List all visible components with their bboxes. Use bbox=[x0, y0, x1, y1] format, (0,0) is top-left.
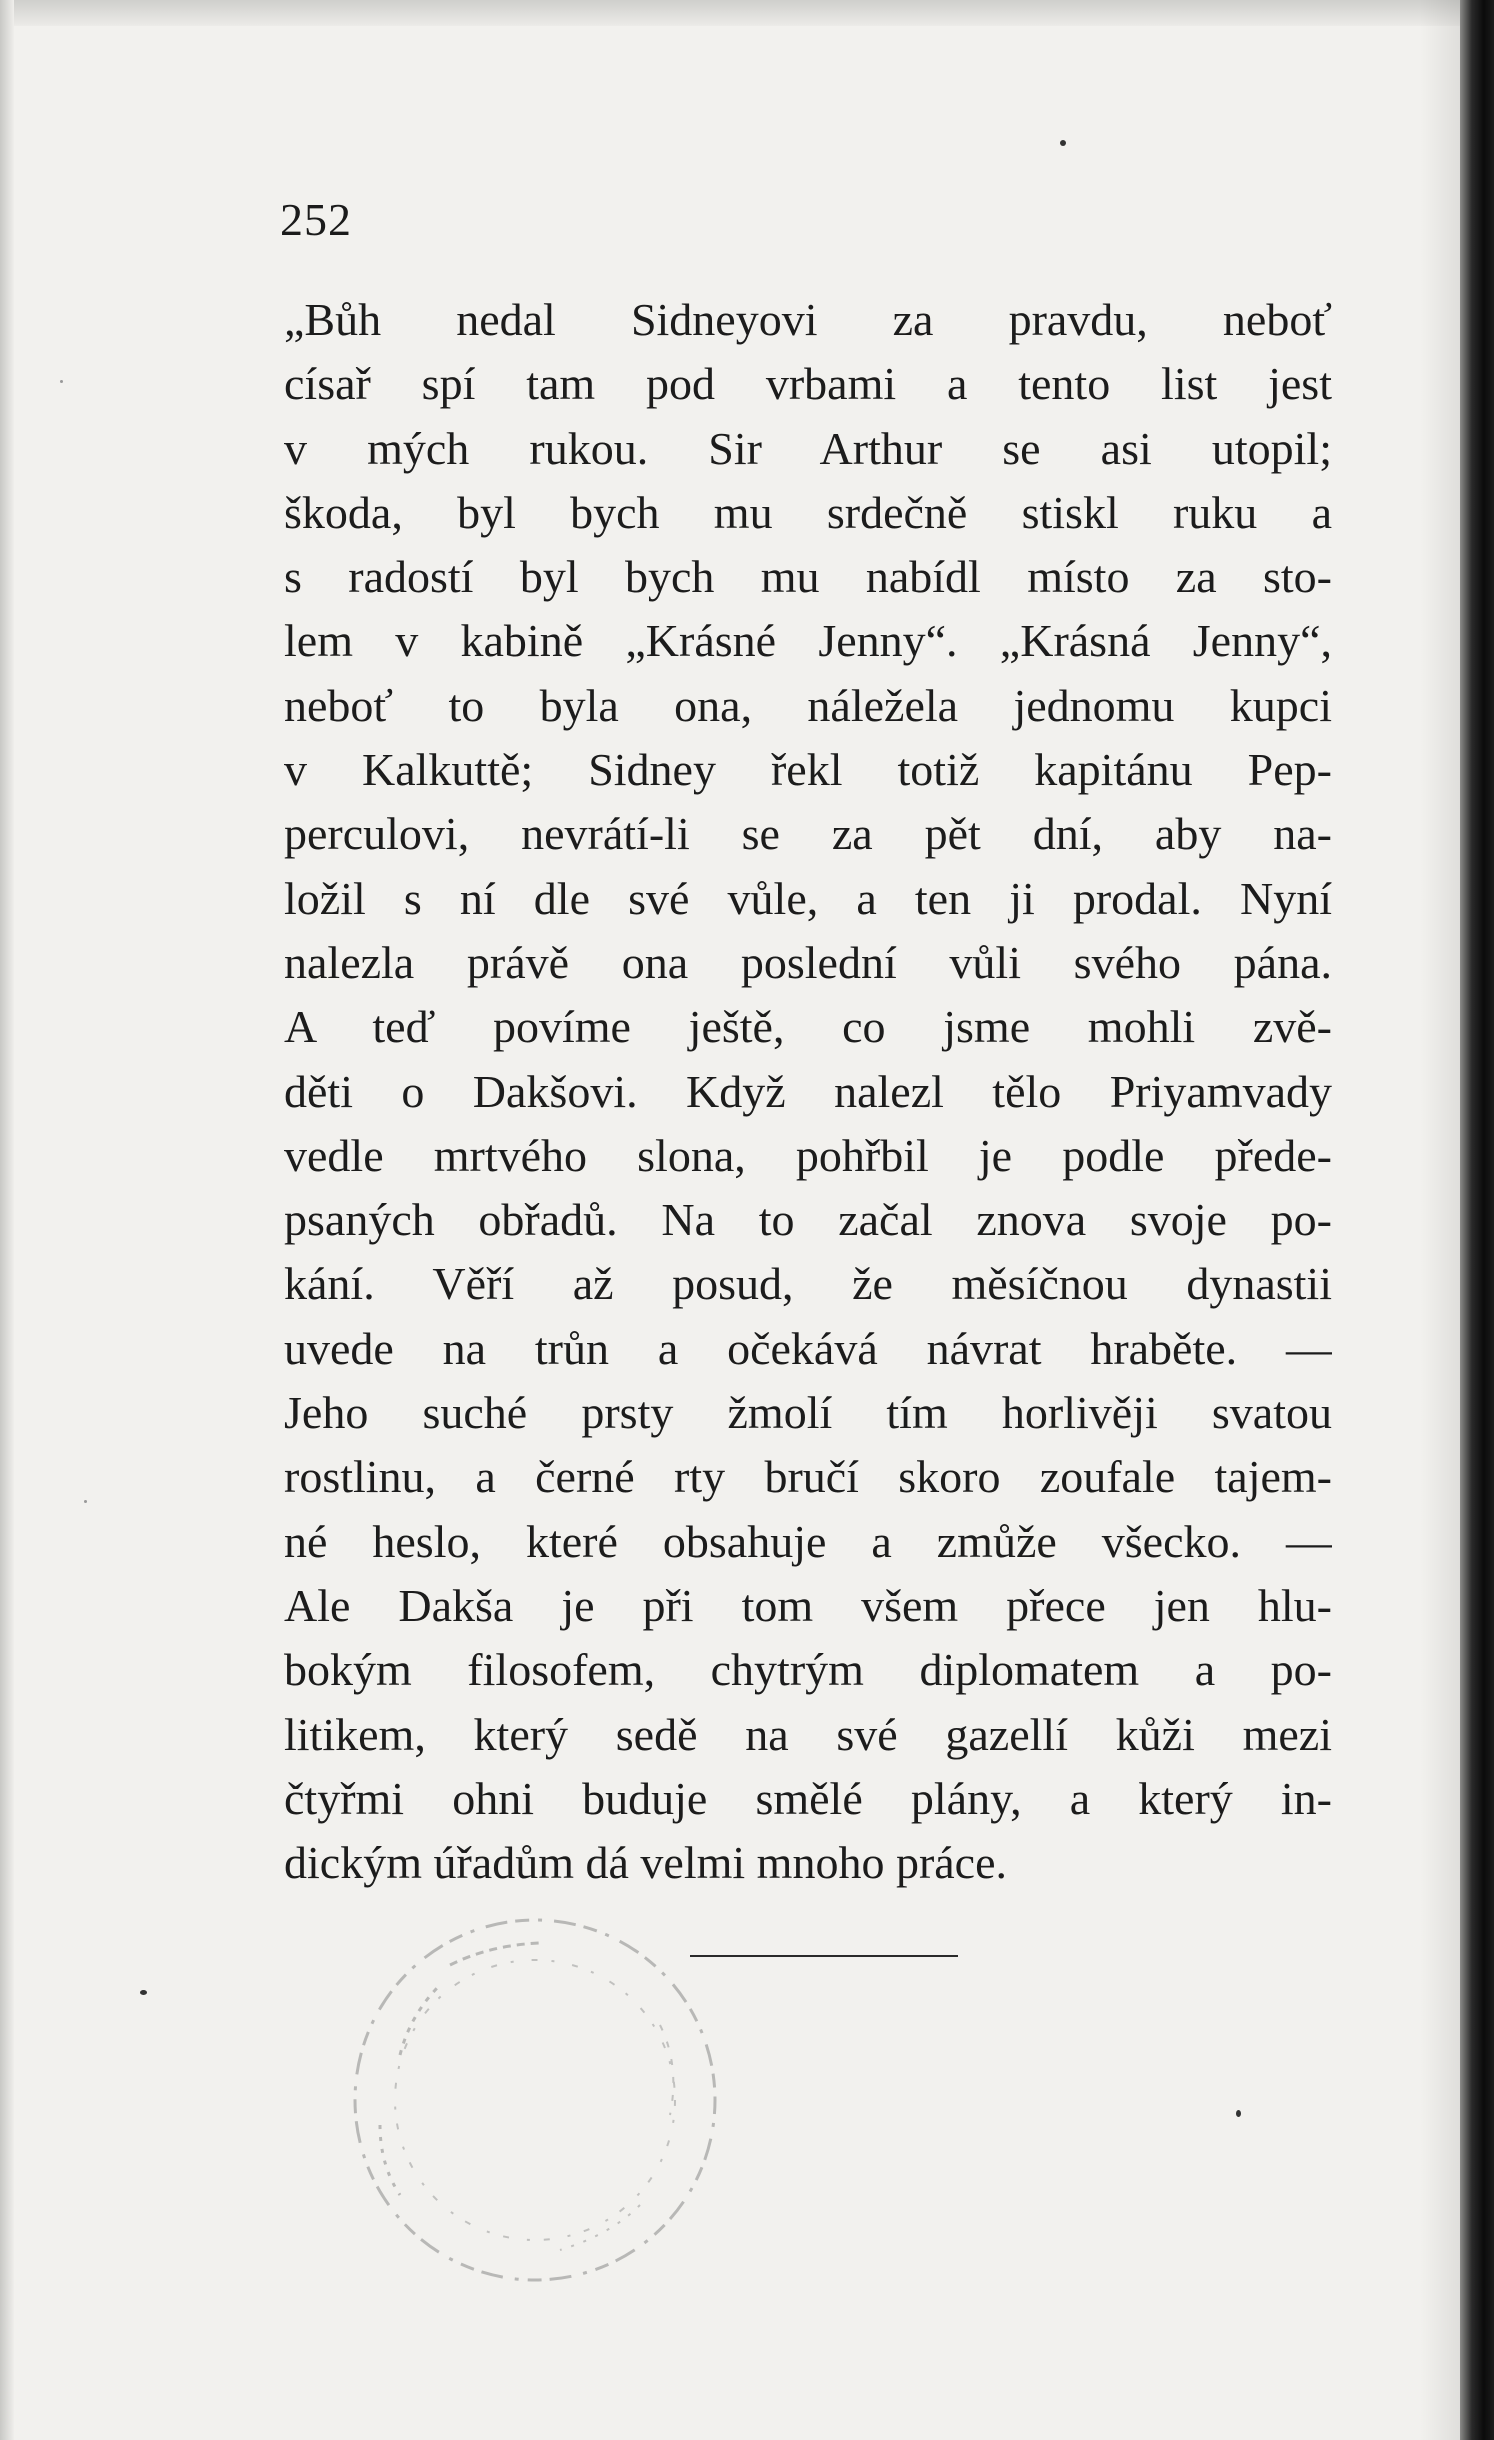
text-line: A teď povíme ještě, co jsme mohli zvě- bbox=[284, 1001, 1332, 1053]
text-line: uvede na trůn a očekává návrat hraběte. — bbox=[284, 1322, 1332, 1374]
text-line: v Kalkuttě; Sidney řekl totiž kapitánu Pep- bbox=[284, 744, 1332, 796]
section-end-rule bbox=[690, 1955, 958, 1957]
text-line: děti o Dakšovi. Když nalezl tělo Priyamvady bbox=[284, 1065, 1332, 1117]
page-left-edge bbox=[0, 0, 14, 2440]
text-line: „Bůh nedal Sidneyovi za pravdu, neboť bbox=[284, 294, 1332, 345]
text-line: kání. Věří až posud, že měsíčnou dynastii bbox=[284, 1258, 1332, 1310]
text-line: neboť to byla ona, náležela jednomu kupci bbox=[284, 679, 1332, 731]
page-number: 252 bbox=[280, 194, 352, 245]
text-line: né heslo, které obsahuje a zmůže všecko. — bbox=[284, 1515, 1332, 1567]
binding-edge bbox=[1460, 0, 1494, 2440]
text-line: škoda, byl bych mu srdečně stiskl ruku a bbox=[284, 486, 1332, 538]
speck bbox=[1060, 140, 1066, 146]
text-line: vedle mrtvého slona, pohřbil je podle přede- bbox=[284, 1129, 1332, 1181]
text-line: čtyřmi ohni buduje smělé plány, a který in- bbox=[284, 1772, 1332, 1824]
text-line: rostlinu, a černé rty bručí skoro zoufale tajem- bbox=[284, 1451, 1332, 1503]
text-line: Jeho suché prsty žmolí tím horlivěji svatou bbox=[284, 1387, 1332, 1439]
text-line: nalezla právě ona poslední vůli svého pána. bbox=[284, 936, 1332, 988]
text-line: bokým filosofem, chytrým diplomatem a po- bbox=[284, 1644, 1332, 1696]
speck bbox=[60, 380, 63, 383]
library-stamp-icon bbox=[340, 1905, 730, 2295]
body-text bbox=[284, 288, 1332, 1895]
page-top-edge bbox=[0, 0, 1460, 26]
text-line: Ale Dakša je při tom všem přece jen hlu- bbox=[284, 1579, 1332, 1631]
text-line: ložil s ní dle své vůle, a ten ji prodal. Nyní bbox=[284, 872, 1332, 924]
text-line: lem v kabině „Krásné Jenny“. „Krásná Jenny“, bbox=[284, 615, 1332, 667]
text-line: s radostí byl bych mu nabídl místo za sto- bbox=[284, 551, 1332, 603]
speck bbox=[1236, 2110, 1241, 2117]
text-line: dickým úřadům dá velmi mnoho práce. bbox=[284, 1837, 1008, 1889]
speck bbox=[84, 1500, 87, 1503]
binding-shadow bbox=[1420, 0, 1460, 2440]
text-line: císař spí tam pod vrbami a tento list jest bbox=[284, 358, 1332, 410]
text-line: litikem, který sedě na své gazellí kůži mezi bbox=[284, 1708, 1332, 1760]
text-line: perculovi, nevrátí-li se za pět dní, aby na- bbox=[284, 808, 1332, 860]
text-line: psaných obřadů. Na to začal znova svoje po- bbox=[284, 1194, 1332, 1246]
text-line: v mých rukou. Sir Arthur se asi utopil; bbox=[284, 422, 1332, 474]
speck bbox=[140, 1990, 147, 1995]
